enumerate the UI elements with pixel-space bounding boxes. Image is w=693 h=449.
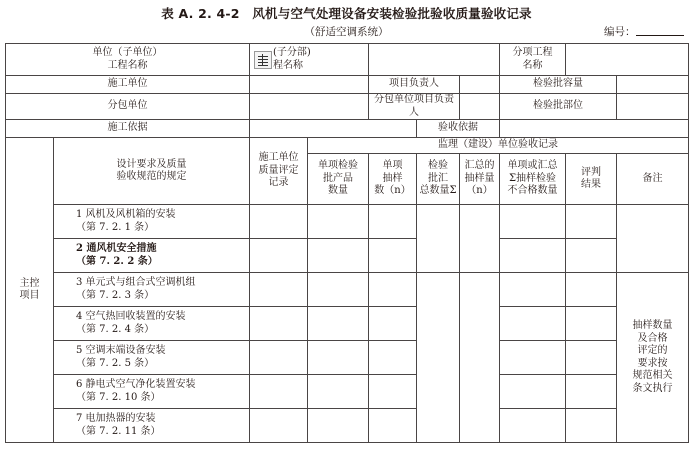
construction-eval-header: 施工单位 质量评定 记录: [250, 138, 308, 205]
single-product-qty-header: 单项检验 批产品 数量: [308, 154, 369, 205]
item-5-text: 5 空调末端设备安装 （第 7. 2. 5 条）: [54, 341, 250, 375]
subunit-value[interactable]: [369, 44, 500, 76]
item-4-eval[interactable]: [250, 307, 308, 341]
item-1-text: 1 风机及风机箱的安装 （第 7. 2. 1 条）: [54, 205, 250, 239]
item-7-eval[interactable]: [250, 409, 308, 443]
item-2-eval[interactable]: [250, 239, 308, 273]
batch-location-label: 检验批部位: [500, 94, 617, 120]
item-6-judgment[interactable]: [566, 375, 617, 409]
design-requirements-header: 设计要求及质量 验收规范的规定: [54, 138, 250, 205]
item-6-text: 6 静电式空气净化装置安装 （第 7. 2. 10 条）: [54, 375, 250, 409]
subcontract-manager-label: 分包单位项目负责人: [369, 94, 460, 120]
document-title: 表 A. 2. 4-2 风机与空气处理设备安装检验批验收质量验收记录: [161, 6, 532, 21]
unit-name-label: 单位（子单位） 工程名称: [6, 44, 250, 76]
table-row: [6, 341, 689, 375]
item-6-product-qty[interactable]: [308, 375, 369, 409]
item-6-nonconforming[interactable]: [500, 375, 566, 409]
batch-capacity-value[interactable]: [617, 76, 689, 94]
serial-number: [604, 24, 684, 39]
remarks-header: 备注: [617, 154, 689, 205]
project-manager-label: 项目负责人: [369, 76, 460, 94]
item-5-sample-qty[interactable]: [369, 341, 417, 375]
item-2-nonconforming[interactable]: [500, 239, 566, 273]
item-2-product-qty[interactable]: [308, 239, 369, 273]
item-3-sample-qty[interactable]: [369, 273, 417, 307]
total-sample-header: 汇总的 抽样量 （n）: [460, 154, 500, 205]
item-7-sample-qty[interactable]: [369, 409, 417, 443]
construction-unit-value[interactable]: [250, 76, 369, 94]
item-5-product-qty[interactable]: [308, 341, 369, 375]
acceptance-basis-label: 验收依据: [417, 120, 500, 138]
subunit-label: (子分部) 程名称: [273, 47, 311, 71]
item-3-nonconforming[interactable]: [500, 273, 566, 307]
item-3-judgment[interactable]: [566, 273, 617, 307]
nonconforming-header: 单项或汇总 Σ抽样检验 不合格数量: [500, 154, 566, 205]
item-7-nonconforming[interactable]: [500, 409, 566, 443]
item-5-judgment[interactable]: [566, 341, 617, 375]
document-subtitle: （舒适空调系统）: [304, 26, 389, 38]
item-1-sample-qty[interactable]: [369, 205, 417, 239]
total-sample-group-2[interactable]: [460, 273, 500, 443]
item-3-product-qty[interactable]: [308, 273, 369, 307]
batch-total-group-2[interactable]: [417, 273, 460, 443]
sub-item-value[interactable]: [566, 44, 689, 76]
item-1-judgment[interactable]: [566, 205, 617, 239]
remark-blank-top: [617, 205, 689, 273]
table-row: [6, 239, 689, 273]
item-4-sample-qty[interactable]: [369, 307, 417, 341]
main-control-label: 主控 项目: [6, 138, 54, 443]
acceptance-basis-value[interactable]: [500, 120, 689, 138]
serial-number-field[interactable]: [636, 25, 684, 36]
subcontract-unit-label: 分包单位: [6, 94, 250, 120]
subcontract-manager-value[interactable]: [460, 94, 500, 120]
subcontract-unit-value[interactable]: [250, 94, 369, 120]
item-7-product-qty[interactable]: [308, 409, 369, 443]
item-1-nonconforming[interactable]: [500, 205, 566, 239]
item-1-eval[interactable]: [250, 205, 308, 239]
batch-total-group-1[interactable]: [417, 205, 460, 273]
item-6-sample-qty[interactable]: [369, 375, 417, 409]
item-2-text: 2 通风机安全措施 （第 7. 2. 2 条）: [54, 239, 250, 273]
serial-label: 编号：: [604, 26, 636, 38]
calculator-icon[interactable]: [254, 51, 272, 69]
table-row: [6, 375, 689, 409]
subunit-label-cell: [250, 44, 369, 76]
judgment-header: 评判 结果: [566, 154, 617, 205]
item-3-text: 3 单元式与组合式空调机组 （第 7. 2. 3 条）: [54, 273, 250, 307]
item-4-text: 4 空气热回收装置的安装 （第 7. 2. 4 条）: [54, 307, 250, 341]
item-5-nonconforming[interactable]: [500, 341, 566, 375]
table-row: [6, 409, 689, 443]
item-5-eval[interactable]: [250, 341, 308, 375]
item-1-product-qty[interactable]: [308, 205, 369, 239]
table-row: [6, 205, 689, 239]
sub-item-label: 分项工程 名称: [500, 44, 566, 76]
item-2-sample-qty[interactable]: [369, 239, 417, 273]
item-6-eval[interactable]: [250, 375, 308, 409]
table-row: [6, 307, 689, 341]
construction-unit-label: 施工单位: [6, 76, 250, 94]
supervision-header: 监理（建设）单位验收记录: [308, 138, 689, 154]
batch-capacity-label: 检验批容量: [500, 76, 617, 94]
inspection-form: [5, 43, 689, 443]
single-sample-qty-header: 单项 抽样 数（n）: [369, 154, 417, 205]
construction-basis-value[interactable]: [250, 120, 417, 138]
project-manager-value[interactable]: [460, 76, 500, 94]
table-row: [6, 273, 689, 307]
item-7-text: 7 电加热器的安装 （第 7. 2. 11 条）: [54, 409, 250, 443]
construction-basis-label: 施工依据: [6, 120, 250, 138]
batch-total-header: 检验 批汇 总数量Σ: [417, 154, 460, 205]
batch-location-value[interactable]: [617, 94, 689, 120]
item-4-nonconforming[interactable]: [500, 307, 566, 341]
remarks-note: 抽样数量 及合格 评定的 要求按 规范相关 条文执行: [617, 273, 689, 443]
total-sample-group-1[interactable]: [460, 205, 500, 273]
item-3-eval[interactable]: [250, 273, 308, 307]
item-7-judgment[interactable]: [566, 409, 617, 443]
item-4-judgment[interactable]: [566, 307, 617, 341]
item-4-product-qty[interactable]: [308, 307, 369, 341]
item-2-judgment[interactable]: [566, 239, 617, 273]
